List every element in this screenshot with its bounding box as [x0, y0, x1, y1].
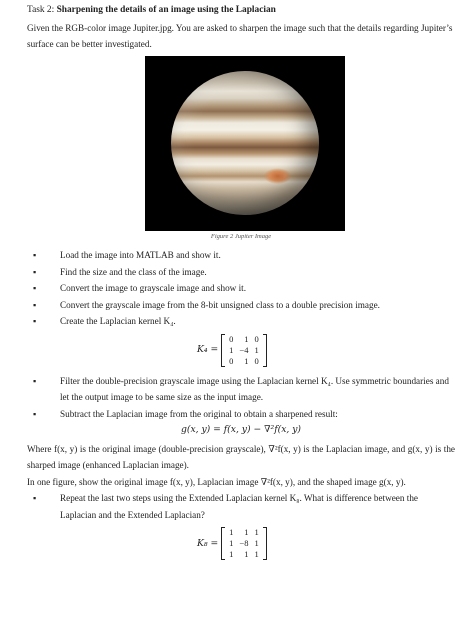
task-title-prefix: Task 2: [27, 5, 57, 15]
bullet-icon: ▪ [33, 250, 37, 261]
jupiter-image [145, 56, 345, 231]
kernel-k8-label: K₈ = [197, 537, 219, 549]
kernel-k4-matrix [221, 334, 267, 367]
bullet-icon: ▪ [33, 266, 37, 277]
where-paragraph: Where f(x, y) is the original image (double-precision grayscale), ∇²f(x, y) is the Laplacian image, and g(x, y) is the sharped image (enhanced Laplacian image). [27, 443, 455, 471]
list-item-text: Create the Laplacian kernel K₄. [60, 316, 176, 327]
matrix-cell: 1 [244, 355, 249, 366]
steps-list-1 [27, 247, 455, 330]
list-item-text: Filter the double-precision grayscale image using the Laplacian kernel K₄. Use symmetric boundaries and let the output image to be same size as the input image. [60, 375, 449, 403]
matrix-cell: 1 [244, 549, 249, 560]
list-item-text: Convert the image to grayscale image and show it. [60, 283, 246, 294]
matrix-cell: 0 [254, 355, 259, 366]
list-item-text: Convert the grayscale image from the 8-bit unsigned class to a double precision image. [60, 299, 380, 310]
bullet-icon: ▪ [33, 283, 37, 294]
bullet-icon: ▪ [33, 299, 37, 310]
kernel-k4 [197, 334, 455, 367]
list-item-text: Load the image into MATLAB and show it. [60, 250, 221, 261]
matrix-cell: 1 [244, 527, 249, 538]
matrix-cell: −8 [239, 538, 249, 549]
list-item-text: Subtract the Laplacian image from the original to obtain a sharpened result: [60, 408, 338, 419]
steps-list-2 [27, 373, 455, 423]
list-item [27, 297, 455, 314]
document-page [27, 4, 455, 566]
list-item-text: Find the size and the class of the image. [60, 266, 207, 277]
list-item [27, 313, 455, 330]
list-item [27, 406, 455, 423]
task-title-bold: Sharpening the details of an image using the Laplacian [56, 5, 276, 15]
bullet-icon: ▪ [33, 316, 37, 327]
jupiter-planet [171, 71, 319, 215]
bullet-icon: ▪ [33, 408, 37, 419]
matrix-cell: 1 [244, 333, 249, 344]
matrix-cell: 0 [229, 333, 234, 344]
list-item [27, 373, 455, 406]
matrix-cell: −4 [239, 344, 249, 355]
bullet-icon: ▪ [33, 493, 37, 504]
figure-caption: Figure 2 Jupiter Image [210, 232, 272, 240]
matrix-cell: 0 [229, 355, 234, 366]
kernel-k4-label: K₄ = [197, 344, 219, 356]
matrix-cell: 1 [229, 538, 234, 549]
list-item [27, 490, 455, 523]
matrix-cell: 1 [229, 549, 234, 560]
steps-list-3 [27, 490, 455, 523]
matrix-cell: 1 [254, 538, 259, 549]
matrix-cell: 1 [229, 344, 234, 355]
matrix-cell: 1 [254, 344, 259, 355]
sharpening-equation: g(x, y) = f(x, y) − ∇²f(x, y) [180, 424, 301, 436]
figure-instruction: In one figure, show the original image f(x, y), Laplacian image ∇²f(x, y), and the shaped image g(x, y). [27, 476, 406, 487]
matrix-cell: 1 [229, 527, 234, 538]
list-item [27, 264, 455, 281]
kernel-k8 [197, 527, 455, 560]
task-title [27, 4, 455, 17]
matrix-cell: 1 [254, 527, 259, 538]
matrix-cell: 0 [254, 333, 259, 344]
intro-paragraph: Given the RGB-color image Jupiter.jpg. You are asked to sharpen the image such that the details regarding Jupiter’s surface can be better investigated. [27, 22, 453, 49]
list-item [27, 247, 455, 264]
list-item [27, 280, 455, 297]
bullet-icon: ▪ [33, 375, 37, 386]
matrix-cell: 1 [254, 549, 259, 560]
kernel-k8-matrix [221, 527, 267, 560]
list-item-text: Repeat the last two steps using the Extended Laplacian kernel K₈. What is difference between the Laplacian and the Extended Laplacian? [60, 493, 418, 520]
